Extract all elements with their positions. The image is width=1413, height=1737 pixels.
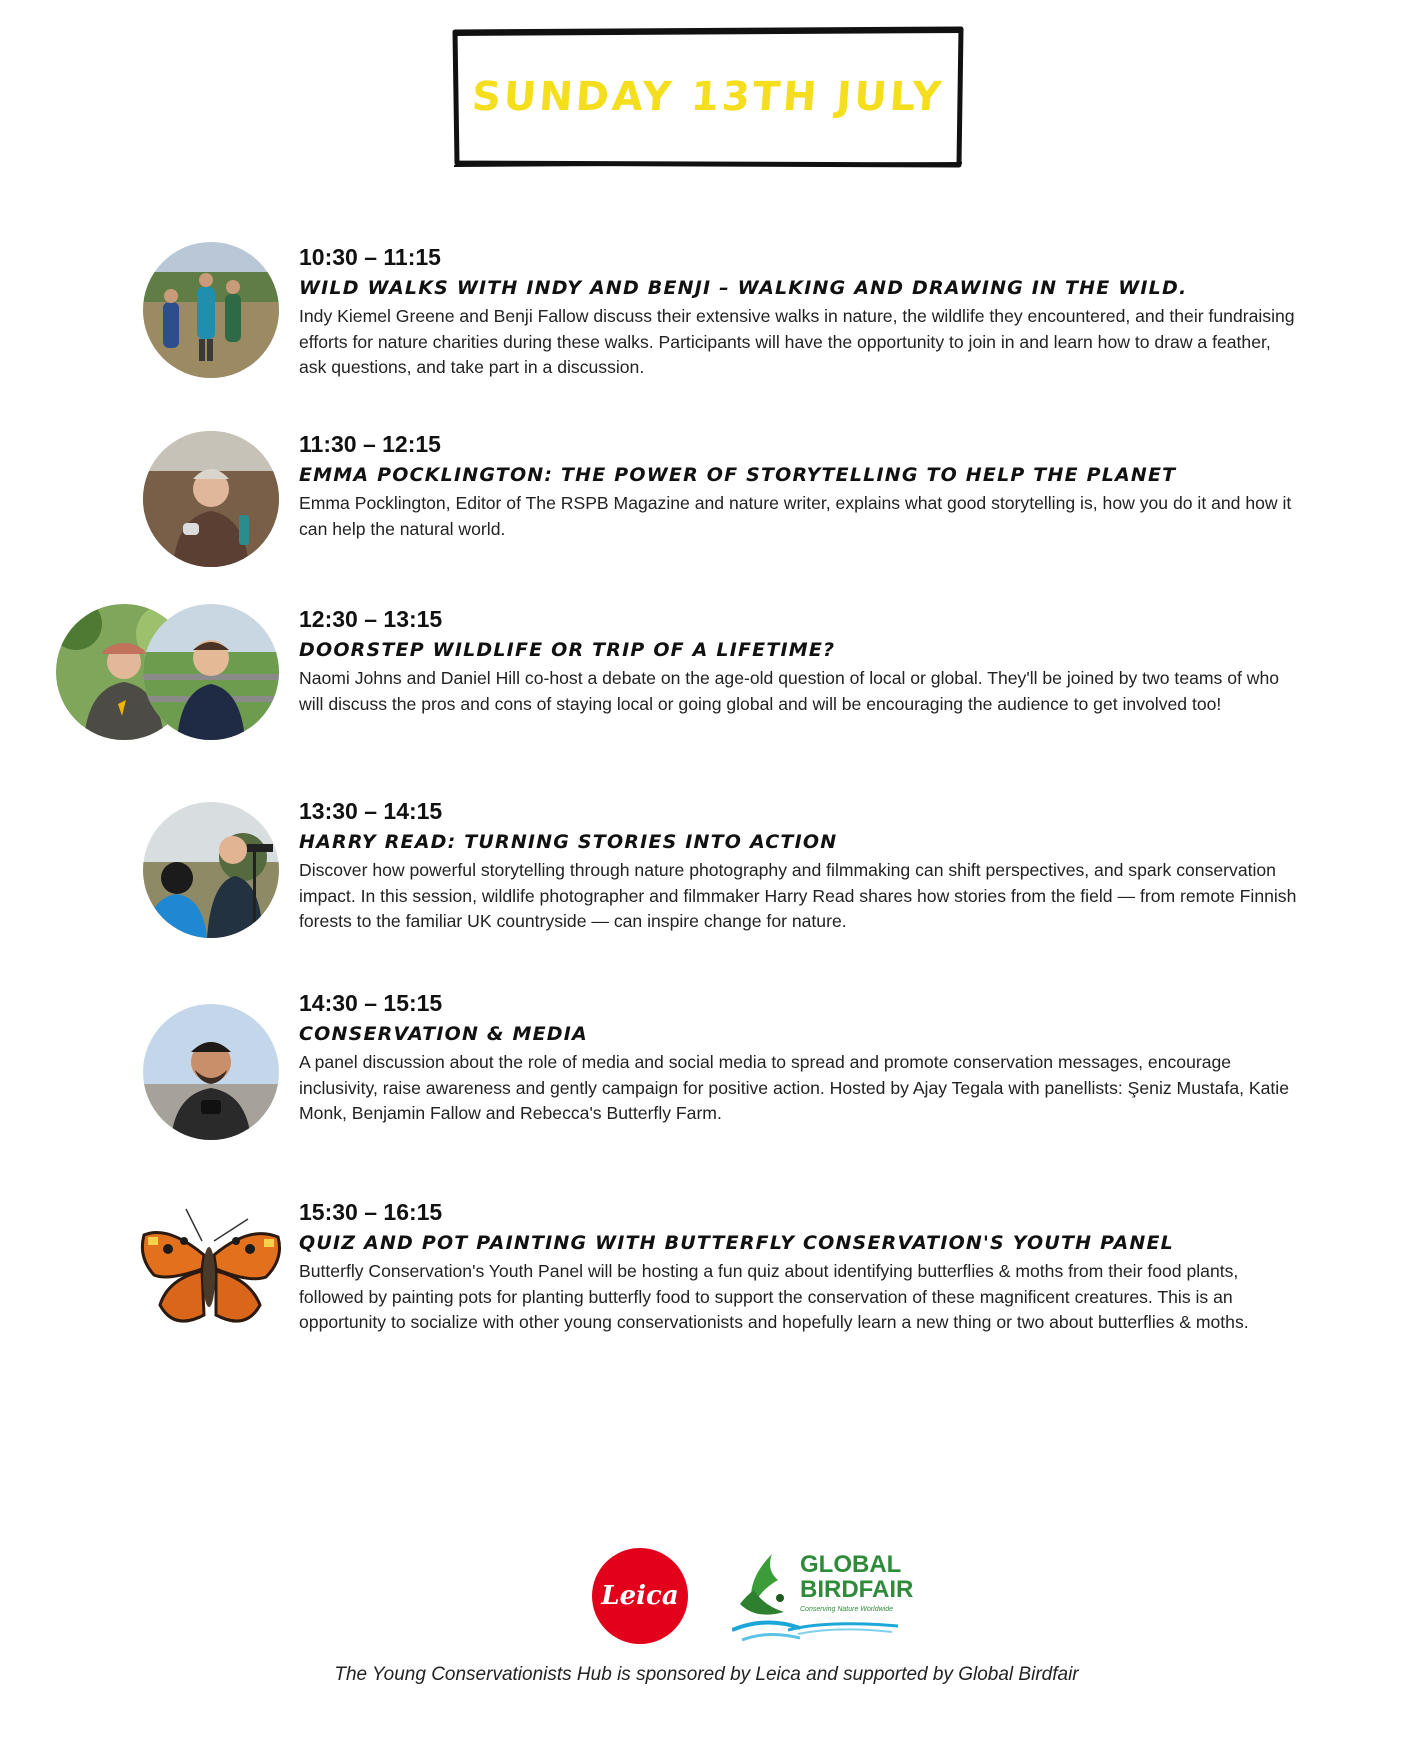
session-title: DOORSTEP WILDLIFE OR TRIP OF A LIFETIME? [299, 639, 836, 661]
session-text [299, 604, 1299, 717]
session-title: HARRY READ: TURNING STORIES INTO ACTION [299, 831, 838, 853]
session-time: 13:30 – 14:15 [299, 798, 443, 824]
session-time: 11:30 – 12:15 [299, 431, 441, 457]
session-photo-daniel [143, 604, 279, 740]
session-text [299, 796, 1299, 935]
session-description: Emma Pocklington, Editor of The RSPB Magazine and nature writer, explains what good storytelling is, how you do it and how it can help the natural world. [299, 493, 1292, 539]
header-title: SUNDAY 13TH JULY [470, 74, 946, 120]
session-title: QUIZ AND POT PAINTING WITH BUTTERFLY CONSERVATION'S YOUTH PANEL [299, 1232, 1174, 1254]
session-text [299, 988, 1299, 1127]
session-title: WILD WALKS WITH INDY AND BENJI – WALKING AND DRAWING IN THE WILD. [299, 277, 1188, 299]
session-description: Naomi Johns and Daniel Hill co-host a debate on the age-old question of local or global. They'll be joined by two teams of who will discuss the pros and cons of staying local or going global and will be encouraging the audience to get involved too! [299, 668, 1280, 714]
session-photo-ajay [143, 1004, 279, 1140]
birdfair-line2: BIRDFAIR [800, 1576, 914, 1603]
session-text [299, 242, 1299, 381]
birdfair-wave-icon [788, 1620, 898, 1636]
session-description: A panel discussion about the role of media and social media to spread and promote conservation messages, encourage inclusivity, raise awareness and gently campaign for positive action. Hosted by Ajay Tegala with panellists: Şeniz Mustafa, Katie Monk, Benjamin Fallow and Rebecca's Butterfly Farm. [299, 1052, 1289, 1123]
session-description: Butterfly Conservation's Youth Panel will be hosting a fun quiz about identifying butterflies & moths from their food plants, followed by painting pots for planting butterfly food to support the conservation of these magnificent creatures. This is an opportunity to socialize with other young conservationists and hopefully learn a new thing or two about butterflies & moths. [299, 1261, 1249, 1332]
leica-logo-text: Leica [601, 1581, 679, 1611]
session-photo-walkers [143, 242, 279, 378]
session-time: 12:30 – 13:15 [299, 606, 443, 632]
sponsor-note: The Young Conservationists Hub is sponsored by Leica and supported by Global Birdfair [334, 1664, 1079, 1685]
session-description: Indy Kiemel Greene and Benji Fallow discuss their extensive walks in nature, the wildlife they encountered, and their fundraising efforts for nature charities during these walks. Participants will have the opportunity to join in and learn how to draw a feather, ask questions, and take part in a discussion. [299, 306, 1295, 377]
global-birdfair-logo [732, 1550, 912, 1650]
leica-logo [592, 1548, 688, 1644]
birdfair-tagline: Conserving Nature Worldwide [800, 1606, 893, 1613]
sponsor-logos [0, 1548, 1413, 1648]
session-title: CONSERVATION & MEDIA [299, 1023, 588, 1045]
session-photo-harry [143, 802, 279, 938]
date-header [451, 26, 965, 168]
session-time: 15:30 – 16:15 [299, 1199, 443, 1225]
session-text [299, 1197, 1299, 1336]
session-title: EMMA POCKLINGTON: THE POWER OF STORYTELLING TO HELP THE PLANET [299, 464, 1177, 486]
session-description: Discover how powerful storytelling through nature photography and filmmaking can shift perspectives, and spark conservation impact. In this session, wildlife photographer and filmmaker Harry Read shares how stories from the field — from remote Finnish forests to the familiar UK countryside — can inspire change for nature. [299, 860, 1297, 931]
birdfair-line1: GLOBAL [800, 1551, 902, 1578]
session-time: 10:30 – 11:15 [299, 244, 441, 270]
session-photo-emma [143, 431, 279, 567]
butterfly-icon [138, 1205, 284, 1335]
session-text [299, 429, 1299, 542]
session-time: 14:30 – 15:15 [299, 990, 443, 1016]
